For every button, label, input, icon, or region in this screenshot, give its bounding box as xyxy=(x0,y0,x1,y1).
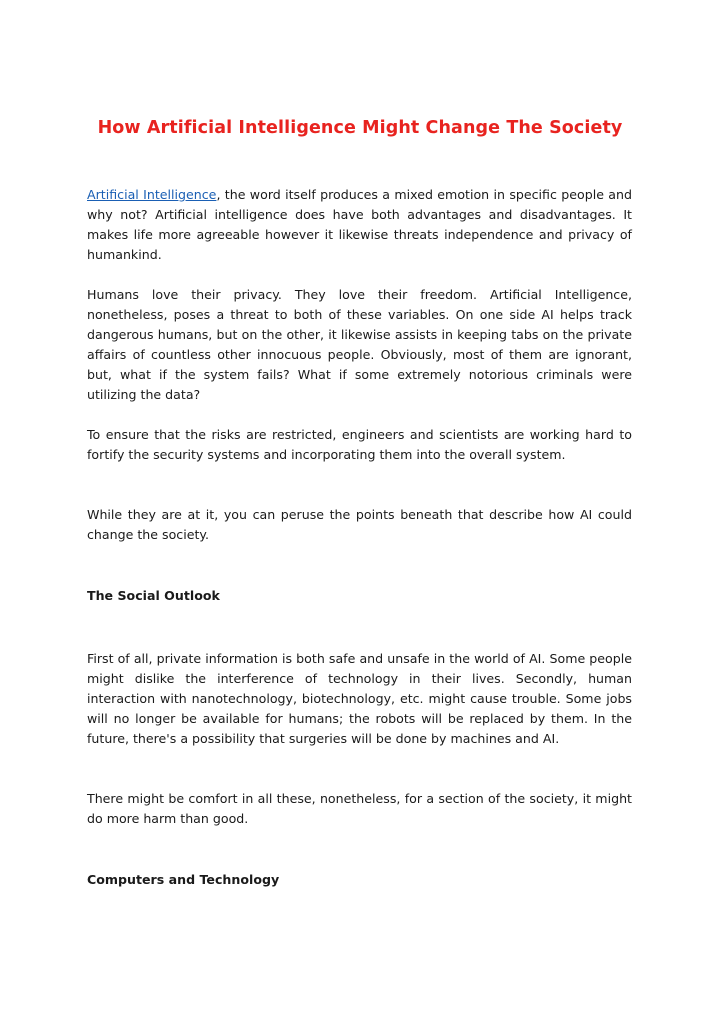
section-heading-social-outlook: The Social Outlook xyxy=(87,588,220,603)
artificial-intelligence-link[interactable]: Artificial Intelligence xyxy=(87,187,217,202)
paragraph-intro xyxy=(87,185,632,265)
paragraph-comfort: There might be comfort in all these, nonetheless, for a section of the society, it might do more harm than good. xyxy=(87,791,632,826)
paragraph-transition: While they are at it, you can peruse the points beneath that describe how AI could change the society. xyxy=(87,507,632,542)
paragraph-privacy: Humans love their privacy. They love their freedom. Artificial Intelligence, nonetheless, poses a threat to both of these variables. On one side AI helps track dangerous humans, but on the other, it likewise assists in keeping tabs on the private affairs of countless other innocuous people. Obviously, most of them are ignorant, but, what if the system fails? What if some extremely notorious criminals were utilizing the data? xyxy=(87,287,632,402)
paragraph-security: To ensure that the risks are restricted, engineers and scientists are working hard to fortify the security systems and incorporating them into the overall system. xyxy=(87,427,632,462)
paragraph-intro-text: , the word itself produces a mixed emotion in specific people and why not? Artificial intelligence does have both advantages and disadvantages. It makes life more agreeable however it likewise threats independence and privacy of humankind. xyxy=(87,187,632,262)
document-title: How Artificial Intelligence Might Change The Society xyxy=(97,118,623,138)
paragraph-social-outlook: First of all, private information is both safe and unsafe in the world of AI. Some people might dislike the interference of technology in their lives. Secondly, human interaction with nanotechnology, biotechnology, etc. might cause trouble. Some jobs will no longer be available for humans; the robots will be replaced by them. In the future, there's a possibility that surgeries will be done by machines and AI. xyxy=(87,651,632,746)
section-heading-computers-technology: Computers and Technology xyxy=(87,872,280,887)
